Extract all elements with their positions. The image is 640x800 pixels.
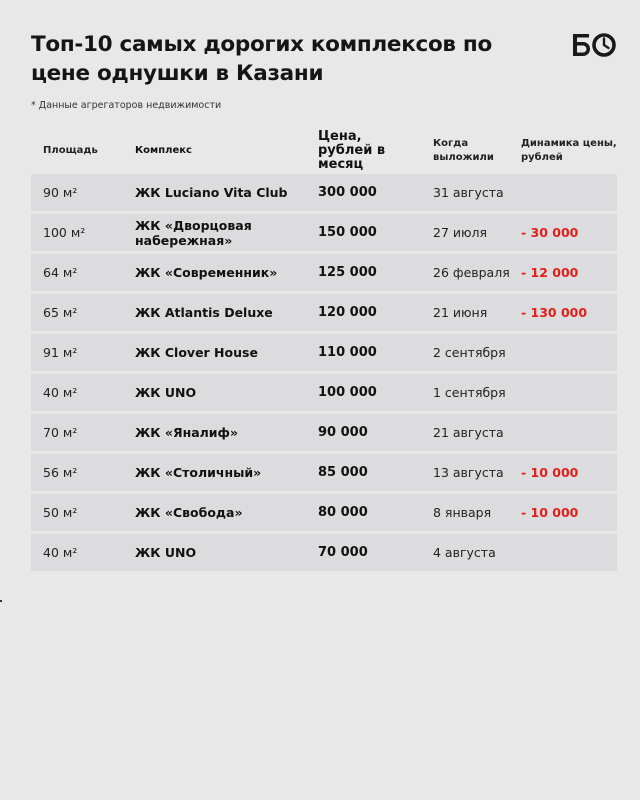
area-cell: 70 м²	[43, 425, 78, 440]
table-row	[31, 214, 617, 251]
price-cell: 80 000	[318, 505, 368, 520]
price-cell: 70 000	[318, 545, 368, 560]
area-cell: 90 м²	[43, 185, 78, 200]
complex-cell: ЖК «Свобода»	[135, 505, 243, 520]
date-cell: 4 августа	[433, 545, 496, 560]
complex-cell: ЖК «Дворцовая набережная»	[135, 217, 252, 248]
date-cell: 8 января	[433, 505, 492, 520]
price-cell: 150 000	[318, 225, 377, 240]
dynamics-cell: - 12 000	[521, 265, 579, 280]
table-row	[31, 174, 617, 211]
date-cell: 26 февраля	[433, 265, 510, 280]
complex-cell: ЖК UNO	[135, 545, 197, 560]
area-cell: 50 м²	[43, 505, 78, 520]
complex-cell: ЖК UNO	[135, 385, 197, 400]
dynamics-cell: - 30 000	[521, 225, 579, 240]
area-cell: 40 м²	[43, 545, 78, 560]
header-area: Площадь	[43, 145, 98, 156]
area-cell: 91 м²	[43, 345, 78, 360]
table-row	[31, 534, 617, 571]
complex-cell: ЖК Clover House	[135, 345, 258, 360]
date-cell: 21 июня	[433, 305, 488, 320]
bo-logo-icon	[571, 32, 617, 58]
ranking-table	[31, 128, 617, 571]
stray-mark	[0, 600, 2, 602]
header-dynamics: Динамика цены, рублей	[521, 138, 617, 163]
footnote: * Данные агрегаторов недвижимости	[31, 100, 222, 111]
dynamics-cell: - 10 000	[521, 505, 579, 520]
complex-cell: ЖК Atlantis Deluxe	[135, 305, 273, 320]
area-cell: 64 м²	[43, 265, 78, 280]
header-price: Цена, рублей в месяц	[318, 129, 386, 172]
area-cell: 100 м²	[43, 225, 86, 240]
area-cell: 40 м²	[43, 385, 78, 400]
price-cell: 100 000	[318, 385, 377, 400]
price-cell: 110 000	[318, 345, 377, 360]
date-cell: 27 июля	[433, 225, 488, 240]
complex-cell: ЖК «Столичный»	[135, 465, 262, 480]
table-row	[31, 494, 617, 531]
price-cell: 85 000	[318, 465, 368, 480]
price-cell: 125 000	[318, 265, 377, 280]
table-row	[31, 294, 617, 331]
table-row	[31, 414, 617, 451]
date-cell: 21 августа	[433, 425, 504, 440]
complex-cell: ЖК Luciano Vita Club	[135, 185, 288, 200]
header-date: Когда выложили	[433, 138, 494, 163]
dynamics-cell: - 10 000	[521, 465, 579, 480]
header-complex: Комплекс	[135, 145, 192, 156]
date-cell: 2 сентября	[433, 345, 506, 360]
page-title: Топ-10 самых дорогих комплексов по цене однушки в Казани	[31, 32, 492, 86]
price-cell: 90 000	[318, 425, 368, 440]
table-row	[31, 454, 617, 491]
complex-cell: ЖК «Современник»	[135, 265, 278, 280]
dynamics-cell: - 130 000	[521, 305, 588, 320]
table-header	[31, 128, 617, 174]
price-cell: 300 000	[318, 185, 377, 200]
area-cell: 56 м²	[43, 465, 78, 480]
table-row	[31, 374, 617, 411]
date-cell: 13 августа	[433, 465, 504, 480]
complex-cell: ЖК «Яналиф»	[135, 425, 239, 440]
price-cell: 120 000	[318, 305, 377, 320]
date-cell: 1 сентября	[433, 385, 506, 400]
table-row	[31, 254, 617, 291]
table-body	[31, 174, 617, 571]
area-cell: 65 м²	[43, 305, 78, 320]
date-cell: 31 августа	[433, 185, 504, 200]
table-row	[31, 334, 617, 371]
